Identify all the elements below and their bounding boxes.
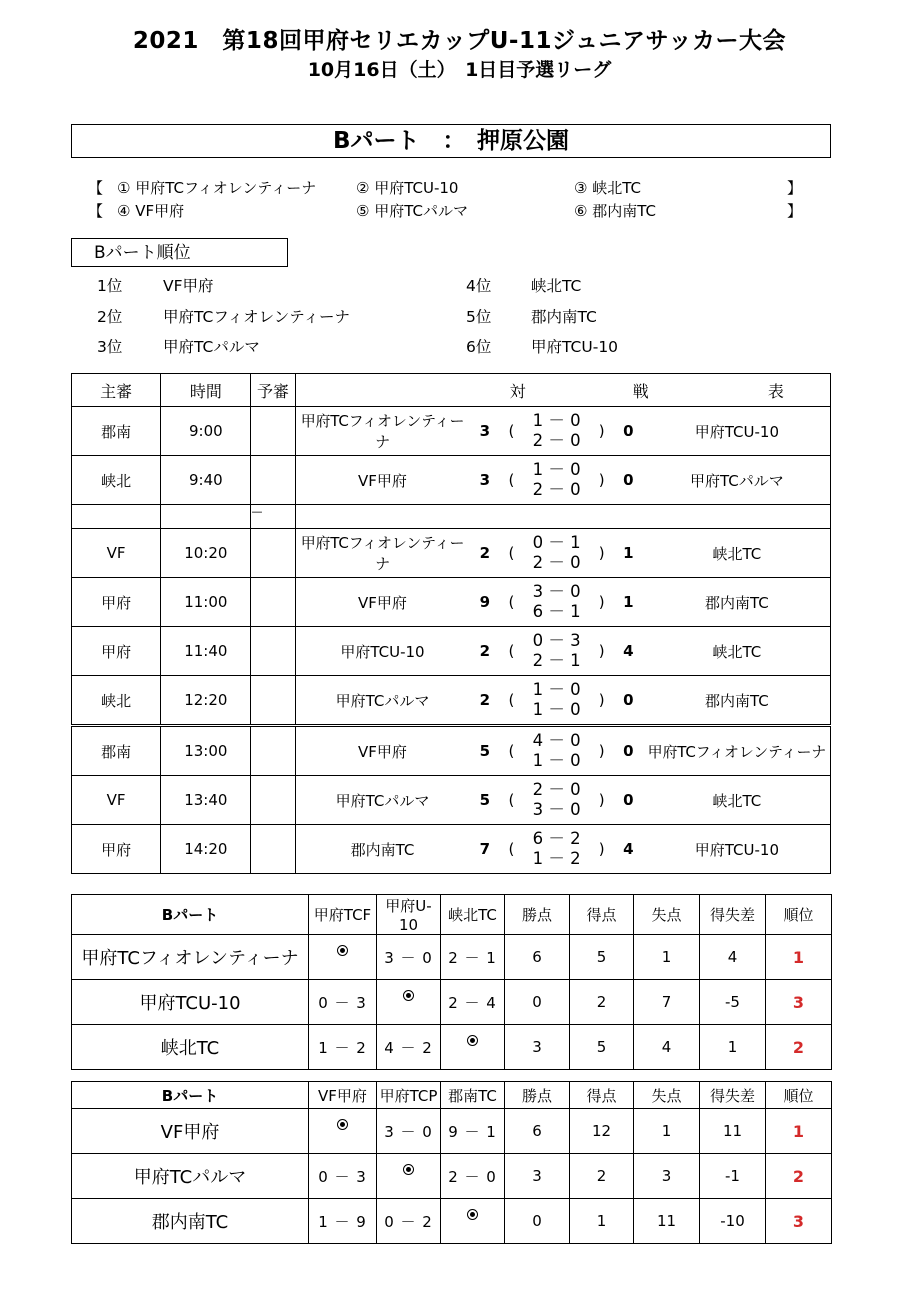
match-home-team: 甲府TCフィオレンティーナ <box>295 407 469 456</box>
match-halves <box>523 776 591 825</box>
header-goal-difference: 得失差 <box>700 895 766 935</box>
points-cell: 6 <box>505 1109 570 1154</box>
ranking-position: 1位 <box>97 277 123 295</box>
second-half-score: 6 － 1 <box>532 602 581 621</box>
break-mark: — <box>251 505 295 529</box>
match-home-score: 3 <box>469 407 500 456</box>
goal-difference-cell: 4 <box>700 935 766 980</box>
first-half-score: 1 － 0 <box>532 460 581 479</box>
ranking-position: 6位 <box>466 338 492 356</box>
match-time: 13:00 <box>161 726 251 776</box>
points-cell: 6 <box>505 935 570 980</box>
soccer-ball-icon <box>467 1035 478 1046</box>
header-opponent-1: 甲府TCF <box>309 895 377 935</box>
standings-team: 郡内南TC <box>72 1199 309 1244</box>
match-away-score: 1 <box>613 529 644 578</box>
match-row <box>72 407 831 456</box>
goals-for-cell: 2 <box>570 980 634 1025</box>
standings-row <box>72 1154 832 1199</box>
paren-close: ) <box>590 776 613 825</box>
result-cell: 9 － 1 <box>441 1109 505 1154</box>
match-time: 10:20 <box>161 529 251 578</box>
match-away-score: 4 <box>613 825 644 874</box>
match-schedule-table <box>71 373 831 874</box>
match-row <box>72 627 831 676</box>
match-home-team: 甲府TCU-10 <box>295 627 469 676</box>
goal-difference-cell: 11 <box>700 1109 766 1154</box>
standings-team: 甲府TCU-10 <box>72 980 309 1025</box>
result-cell: 1 － 9 <box>309 1199 377 1244</box>
match-home-team: 郡内南TC <box>295 825 469 874</box>
header-matchup-1: 対 <box>509 381 526 401</box>
soccer-ball-icon <box>467 1209 478 1220</box>
goals-against-cell: 3 <box>634 1154 700 1199</box>
goals-for-cell: 5 <box>570 935 634 980</box>
first-half-score: 4 － 0 <box>532 731 581 750</box>
match-time: 9:40 <box>161 456 251 505</box>
header-opponent-3: 峡北TC <box>441 895 505 935</box>
match-home-score: 9 <box>469 578 500 627</box>
match-row <box>72 578 831 627</box>
header-goals-for: 得点 <box>570 895 634 935</box>
paren-open: ( <box>500 529 523 578</box>
page-subtitle: 10月16日（土） 1日目予選リーグ <box>307 59 612 81</box>
result-cell: 4 － 2 <box>377 1025 441 1070</box>
soccer-ball-icon <box>337 945 348 956</box>
ranking-position: 2位 <box>97 308 123 326</box>
ranking-team: 峡北TC <box>531 277 582 295</box>
header-goals-for: 得点 <box>570 1082 634 1109</box>
standings-team: 甲府TCパルマ <box>72 1154 309 1199</box>
goals-for-cell: 12 <box>570 1109 634 1154</box>
match-away-team: 郡内南TC <box>644 578 831 627</box>
header-goals-against: 失点 <box>634 895 700 935</box>
soccer-ball-icon <box>403 990 414 1001</box>
break-cell <box>72 505 161 529</box>
match-row <box>72 676 831 726</box>
paren-close: ) <box>590 456 613 505</box>
points-cell: 0 <box>505 1199 570 1244</box>
header-goal-difference: 得失差 <box>700 1082 766 1109</box>
match-halves <box>523 726 591 776</box>
match-reserve <box>251 627 295 676</box>
match-away-team: 甲府TCフィオレンティーナ <box>644 726 831 776</box>
self-match-cell <box>309 935 377 980</box>
match-home-team: VF甲府 <box>295 578 469 627</box>
second-half-score: 1 － 0 <box>532 700 581 719</box>
header-matchup-2: 戦 <box>632 381 649 401</box>
header-referee: 主審 <box>72 374 161 407</box>
paren-close: ) <box>590 407 613 456</box>
match-home-score: 2 <box>469 529 500 578</box>
header-matchup <box>295 374 830 407</box>
rank-cell: 3 <box>766 1199 832 1244</box>
standings-header-row <box>72 1082 832 1109</box>
header-matchup-3: 表 <box>767 381 784 401</box>
ranking-team: VF甲府 <box>163 277 214 295</box>
standings-row <box>72 935 832 980</box>
header-rank: 順位 <box>766 895 832 935</box>
match-reserve <box>251 776 295 825</box>
header-reserve: 予審 <box>251 374 295 407</box>
result-cell: 0 － 3 <box>309 1154 377 1199</box>
match-halves <box>523 676 591 726</box>
match-away-score: 1 <box>613 578 644 627</box>
match-referee: 峡北 <box>72 676 161 726</box>
team-entry-3: ③ 峡北TC <box>574 179 641 197</box>
match-reserve <box>251 676 295 726</box>
schedule-header-row <box>72 374 831 407</box>
second-half-score: 2 － 0 <box>532 553 581 572</box>
match-time: 14:20 <box>161 825 251 874</box>
break-cell <box>295 505 830 529</box>
standings-row <box>72 980 832 1025</box>
first-half-score: 1 － 0 <box>532 411 581 430</box>
points-cell: 3 <box>505 1154 570 1199</box>
match-reserve <box>251 825 295 874</box>
header-opponent-1: VF甲府 <box>309 1082 377 1109</box>
result-cell: 2 － 4 <box>441 980 505 1025</box>
match-referee: 甲府 <box>72 578 161 627</box>
result-cell: 3 － 0 <box>377 1109 441 1154</box>
self-match-cell <box>441 1025 505 1070</box>
match-row <box>72 529 831 578</box>
match-away-score: 0 <box>613 407 644 456</box>
paren-open: ( <box>500 776 523 825</box>
goals-against-cell: 1 <box>634 935 700 980</box>
paren-close: ) <box>590 726 613 776</box>
match-row <box>72 776 831 825</box>
result-cell: 1 － 2 <box>309 1025 377 1070</box>
match-time: 11:40 <box>161 627 251 676</box>
ranking-position: 5位 <box>466 308 492 326</box>
match-reserve <box>251 529 295 578</box>
match-time: 12:20 <box>161 676 251 726</box>
match-referee: VF <box>72 529 161 578</box>
ranking-team: 甲府TCU-10 <box>531 338 619 356</box>
match-home-score: 2 <box>469 676 500 726</box>
match-away-score: 0 <box>613 726 644 776</box>
match-halves <box>523 825 591 874</box>
second-half-score: 1 － 2 <box>532 849 581 868</box>
match-reserve <box>251 407 295 456</box>
rank-cell: 1 <box>766 935 832 980</box>
second-half-score: 3 － 0 <box>532 800 581 819</box>
match-away-score: 4 <box>613 627 644 676</box>
self-match-cell <box>309 1109 377 1154</box>
goals-for-cell: 2 <box>570 1154 634 1199</box>
second-half-score: 2 － 0 <box>532 480 581 499</box>
rank-cell: 2 <box>766 1154 832 1199</box>
second-half-score: 2 － 1 <box>532 651 581 670</box>
paren-open: ( <box>500 407 523 456</box>
match-home-score: 5 <box>469 776 500 825</box>
match-referee: VF <box>72 776 161 825</box>
header-points: 勝点 <box>505 895 570 935</box>
goals-against-cell: 4 <box>634 1025 700 1070</box>
goals-for-cell: 5 <box>570 1025 634 1070</box>
first-half-score: 3 － 0 <box>532 582 581 601</box>
bracket-open-2: 【 <box>88 202 104 220</box>
result-cell: 0 － 3 <box>309 980 377 1025</box>
soccer-ball-icon <box>403 1164 414 1175</box>
match-reserve <box>251 726 295 776</box>
match-row <box>72 825 831 874</box>
header-goals-against: 失点 <box>634 1082 700 1109</box>
rank-cell: 3 <box>766 980 832 1025</box>
header-part: Bパート <box>72 895 309 935</box>
team-entry-6: ⑥ 郡内南TC <box>574 202 656 220</box>
goal-difference-cell: -1 <box>700 1154 766 1199</box>
header-time: 時間 <box>161 374 251 407</box>
match-home-team: VF甲府 <box>295 726 469 776</box>
self-match-cell <box>441 1199 505 1244</box>
paren-close: ) <box>590 825 613 874</box>
standings-team: VF甲府 <box>72 1109 309 1154</box>
match-home-score: 5 <box>469 726 500 776</box>
match-time: 11:00 <box>161 578 251 627</box>
goals-against-cell: 1 <box>634 1109 700 1154</box>
match-halves <box>523 578 591 627</box>
paren-open: ( <box>500 456 523 505</box>
match-halves <box>523 627 591 676</box>
break-cell <box>161 505 251 529</box>
goal-difference-cell: -5 <box>700 980 766 1025</box>
paren-open: ( <box>500 578 523 627</box>
match-home-team: 甲府TCフィオレンティーナ <box>295 529 469 578</box>
standings-table-1 <box>71 894 832 1070</box>
standings-team: 甲府TCフィオレンティーナ <box>72 935 309 980</box>
ranking-team: 甲府TCフィオレンティーナ <box>163 308 351 326</box>
match-away-score: 0 <box>613 676 644 726</box>
match-home-score: 2 <box>469 627 500 676</box>
match-referee: 甲府 <box>72 627 161 676</box>
result-cell: 3 － 0 <box>377 935 441 980</box>
match-row <box>72 456 831 505</box>
goal-difference-cell: 1 <box>700 1025 766 1070</box>
bracket-close-1: 】 <box>787 179 803 197</box>
match-reserve <box>251 456 295 505</box>
self-match-cell <box>377 1154 441 1199</box>
match-away-team: 峡北TC <box>644 529 831 578</box>
paren-close: ) <box>590 627 613 676</box>
match-home-score: 3 <box>469 456 500 505</box>
match-away-team: 甲府TCU-10 <box>644 825 831 874</box>
ranking-team: 甲府TCパルマ <box>163 338 260 356</box>
match-referee: 甲府 <box>72 825 161 874</box>
first-half-score: 0 － 1 <box>532 533 581 552</box>
match-away-team: 甲府TCU-10 <box>644 407 831 456</box>
match-away-team: 峡北TC <box>644 776 831 825</box>
match-away-team: 峡北TC <box>644 627 831 676</box>
rank-cell: 2 <box>766 1025 832 1070</box>
team-entry-1: ① 甲府TCフィオレンティーナ <box>117 179 317 197</box>
break-row <box>72 505 831 529</box>
match-home-team: 甲府TCパルマ <box>295 676 469 726</box>
match-away-score: 0 <box>613 456 644 505</box>
standings-row <box>72 1025 832 1070</box>
match-halves <box>523 407 591 456</box>
bracket-open-1: 【 <box>88 179 104 197</box>
standings-row <box>72 1109 832 1154</box>
bracket-close-2: 】 <box>787 202 803 220</box>
ranking-position: 3位 <box>97 338 123 356</box>
match-halves <box>523 456 591 505</box>
header-rank: 順位 <box>766 1082 832 1109</box>
header-opponent-2: 甲府U-10 <box>377 895 441 935</box>
points-cell: 0 <box>505 980 570 1025</box>
match-referee: 峡北 <box>72 456 161 505</box>
paren-close: ) <box>590 676 613 726</box>
match-home-score: 7 <box>469 825 500 874</box>
first-half-score: 1 － 0 <box>532 680 581 699</box>
match-time: 13:40 <box>161 776 251 825</box>
goals-against-cell: 11 <box>634 1199 700 1244</box>
match-row <box>72 726 831 776</box>
paren-open: ( <box>500 726 523 776</box>
paren-open: ( <box>500 676 523 726</box>
match-reserve <box>251 578 295 627</box>
standings-table-2 <box>71 1081 832 1244</box>
match-referee: 郡南 <box>72 726 161 776</box>
paren-open: ( <box>500 825 523 874</box>
first-half-score: 0 － 3 <box>532 631 581 650</box>
rank-cell: 1 <box>766 1109 832 1154</box>
first-half-score: 2 － 0 <box>532 780 581 799</box>
header-part: Bパート <box>72 1082 309 1109</box>
goals-for-cell: 1 <box>570 1199 634 1244</box>
ranking-team: 郡内南TC <box>531 308 597 326</box>
page-title: 2021 第18回甲府セリエカップU-11ジュニアサッカー大会 <box>132 28 787 54</box>
match-referee: 郡南 <box>72 407 161 456</box>
ranking-header: Bパート順位 <box>71 238 288 267</box>
match-away-team: 郡内南TC <box>644 676 831 726</box>
points-cell: 3 <box>505 1025 570 1070</box>
result-cell: 2 － 1 <box>441 935 505 980</box>
paren-close: ) <box>590 578 613 627</box>
match-home-team: VF甲府 <box>295 456 469 505</box>
match-away-score: 0 <box>613 776 644 825</box>
self-match-cell <box>377 980 441 1025</box>
standings-team: 峡北TC <box>72 1025 309 1070</box>
header-opponent-2: 甲府TCP <box>377 1082 441 1109</box>
ranking-position: 4位 <box>466 277 492 295</box>
standings-header-row <box>72 895 832 935</box>
result-cell: 0 － 2 <box>377 1199 441 1244</box>
header-opponent-3: 郡南TC <box>441 1082 505 1109</box>
team-entry-5: ⑤ 甲府TCパルマ <box>356 202 468 220</box>
match-away-team: 甲府TCパルマ <box>644 456 831 505</box>
goal-difference-cell: -10 <box>700 1199 766 1244</box>
standings-row <box>72 1199 832 1244</box>
second-half-score: 1 － 0 <box>532 751 581 770</box>
paren-close: ) <box>590 529 613 578</box>
header-points: 勝点 <box>505 1082 570 1109</box>
second-half-score: 2 － 0 <box>532 431 581 450</box>
venue-banner: Bパート ： 押原公園 <box>71 124 831 158</box>
paren-open: ( <box>500 627 523 676</box>
match-time: 9:00 <box>161 407 251 456</box>
match-halves <box>523 529 591 578</box>
match-home-team: 甲府TCパルマ <box>295 776 469 825</box>
result-cell: 2 － 0 <box>441 1154 505 1199</box>
team-entry-2: ② 甲府TCU-10 <box>356 179 459 197</box>
team-entry-4: ④ VF甲府 <box>117 202 185 220</box>
soccer-ball-icon <box>337 1119 348 1130</box>
goals-against-cell: 7 <box>634 980 700 1025</box>
first-half-score: 6 － 2 <box>532 829 581 848</box>
